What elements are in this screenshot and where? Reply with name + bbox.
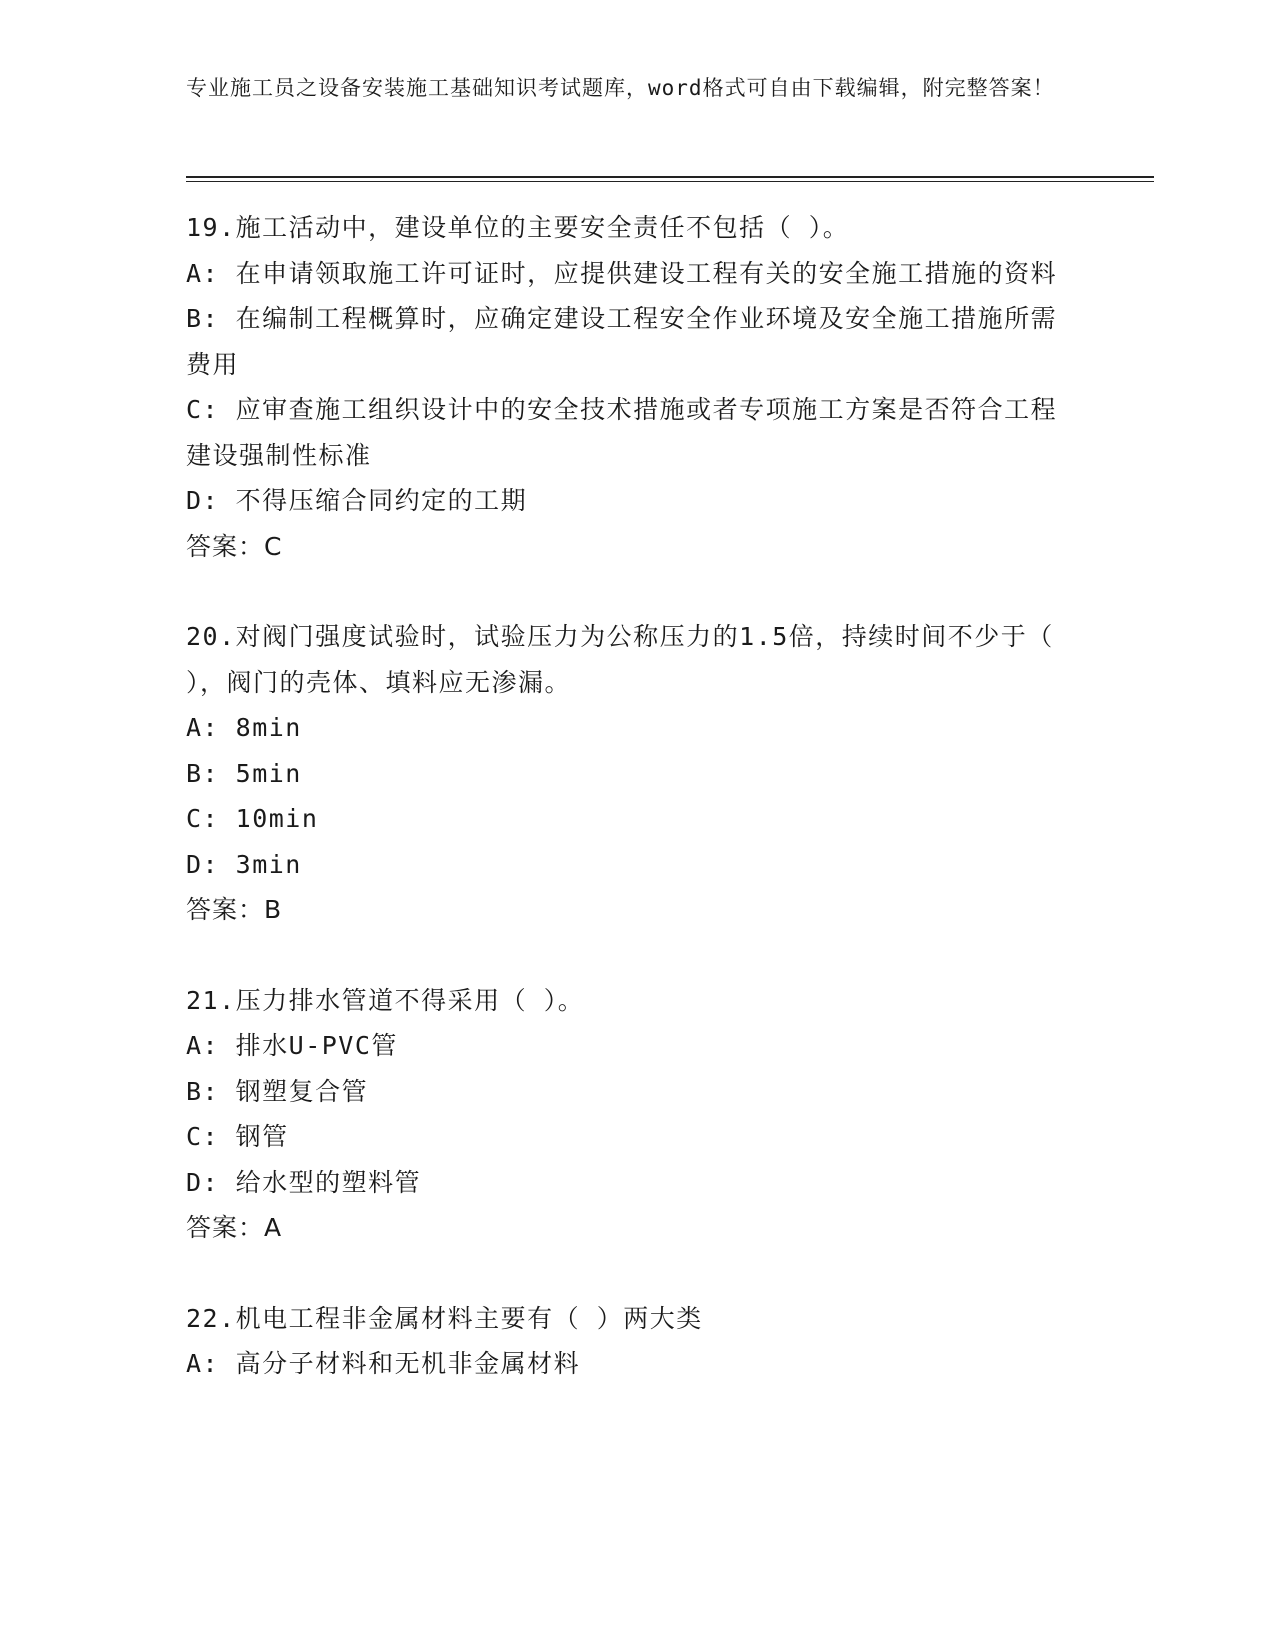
- option-a: A: 排水U-PVC管: [186, 1031, 398, 1060]
- question-list: [186, 205, 1076, 1432]
- option-b: B: 在编制工程概算时，应确定建设工程安全作业环境及安全施工措施所需费用: [186, 304, 1058, 379]
- option-c: C: 10min: [186, 804, 319, 833]
- question-title: 22.机电工程非金属材料主要有（ ）两大类: [186, 1303, 703, 1333]
- option-d: D: 给水型的塑料管: [186, 1167, 422, 1197]
- answer: 答案：B: [186, 895, 283, 924]
- question-20: [186, 614, 1076, 933]
- answer: 答案：A: [186, 1213, 283, 1242]
- option-c: C: 钢管: [186, 1122, 289, 1151]
- option-b: B: 5min: [186, 758, 302, 788]
- answer: 答案：C: [186, 531, 283, 561]
- document-header: 专业施工员之设备安装施工基础知识考试题库，word格式可自由下载编辑，附完整答案！: [186, 76, 1055, 100]
- option-a: A: 高分子材料和无机非金属材料: [186, 1349, 581, 1378]
- option-a: A: 在申请领取施工许可证时，应提供建设工程有关的安全施工措施的资料: [186, 258, 1058, 288]
- question-title: 20.对阀门强度试验时，试验压力为公称压力的1.5倍，持续时间不少于（ ），阀门的壳体、填料应无渗漏。: [186, 622, 1054, 697]
- question-22: [186, 1296, 1076, 1387]
- header-rule-thick: [186, 176, 1154, 178]
- question-21: [186, 978, 1076, 1251]
- option-b: B: 钢塑复合管: [186, 1076, 369, 1106]
- option-a: A: 8min: [186, 713, 302, 742]
- question-19: [186, 205, 1076, 569]
- question-title: 21.压力排水管道不得采用（ ）。: [186, 985, 585, 1015]
- option-d: D: 不得压缩合同约定的工期: [186, 486, 528, 515]
- header-rule-thin: [186, 181, 1154, 182]
- option-c: C: 应审查施工组织设计中的安全技术措施或者专项施工方案是否符合工程建设强制性标准: [186, 395, 1058, 470]
- option-d: D: 3min: [186, 849, 302, 879]
- question-title: 19.施工活动中，建设单位的主要安全责任不包括（ ）。: [186, 213, 850, 242]
